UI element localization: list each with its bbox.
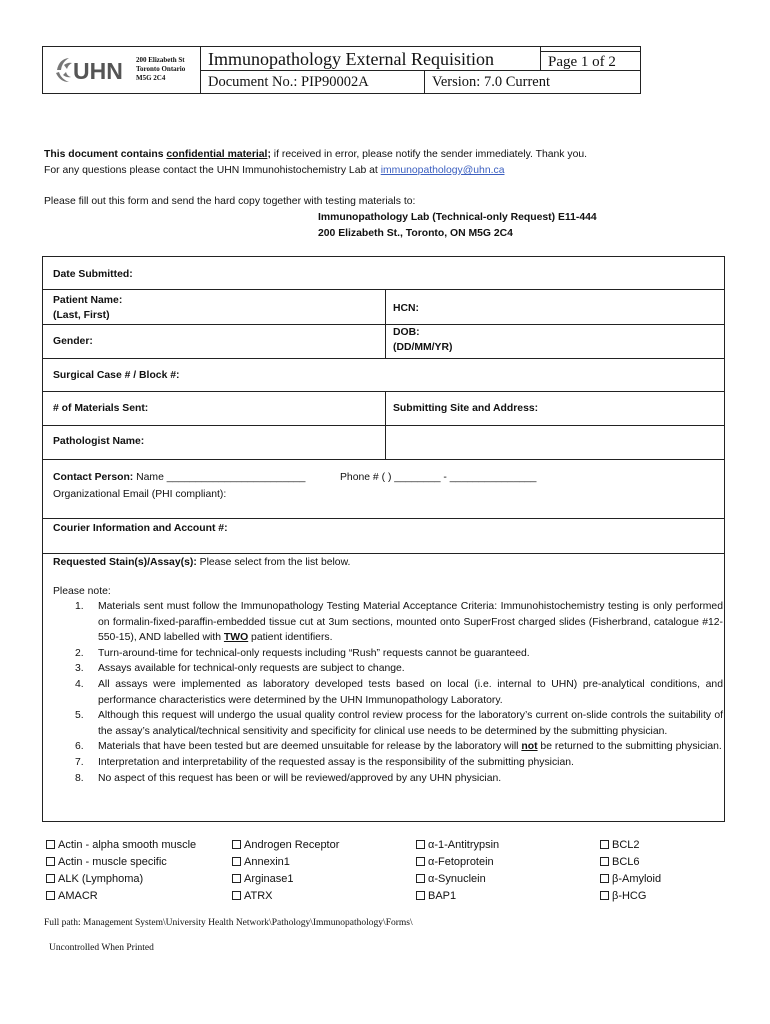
document-title: Immunopathology External Requisition xyxy=(201,47,541,71)
checkbox-icon[interactable] xyxy=(600,874,609,883)
document-header xyxy=(42,46,641,94)
document-number: Document No.: PIP90002A xyxy=(201,71,425,93)
checkbox-icon[interactable] xyxy=(416,874,425,883)
note-item: 2. Turn-around-time for technical-only requests including “Rush” requests cannot be guaranteed. xyxy=(75,647,530,659)
contact-email-link[interactable]: immunopathology@uhn.ca xyxy=(380,165,505,176)
checkbox-icon[interactable] xyxy=(600,857,609,866)
page-number: Page 1 of 2 xyxy=(541,51,640,71)
uhn-logo-block xyxy=(43,47,201,93)
note-item: 6. Materials that have been tested but are deemed unsuitable for release by the laboratory will not be returned to the submitting physician. xyxy=(75,741,722,753)
checkbox-icon[interactable] xyxy=(416,840,425,849)
lab-name: Immunopathology Lab (Technical-only Request) E11-444 xyxy=(318,212,597,223)
gender-field[interactable]: Gender: xyxy=(53,336,93,347)
checkbox-icon[interactable] xyxy=(600,891,609,900)
uhn-logo xyxy=(51,53,135,87)
assay-checkbox[interactable]: Actin - alpha smooth muscle xyxy=(46,837,196,854)
assay-checkbox[interactable]: Actin - muscle specific xyxy=(46,854,196,871)
assay-checkbox[interactable]: α-Fetoprotein xyxy=(416,854,499,871)
checkbox-icon[interactable] xyxy=(232,857,241,866)
assay-column-1 xyxy=(46,837,196,905)
dob-field[interactable]: DOB: (DD/MM/YR) xyxy=(393,327,453,353)
document-version: Version: 7.0 Current xyxy=(432,74,550,90)
checkbox-icon[interactable] xyxy=(46,874,55,883)
notes-list xyxy=(53,599,723,786)
confidential-notice: This document contains confidential material; if received in error, please notify the sender immediately. Thank you. xyxy=(44,149,588,160)
please-note-label: Please note: xyxy=(53,586,111,597)
checkbox-icon[interactable] xyxy=(416,857,425,866)
assay-checkbox[interactable]: β-Amyloid xyxy=(600,871,661,888)
contact-person-field[interactable]: Contact Person: Name ________________________ xyxy=(53,472,306,483)
checkbox-icon[interactable] xyxy=(232,891,241,900)
checkbox-icon[interactable] xyxy=(46,891,55,900)
assay-checkbox[interactable]: α-1-Antitrypsin xyxy=(416,837,499,854)
note-item: 4. All assays were implemented as laboratory developed tests based on local (i.e. internal to UHN) pre-analytical conditions, and performance characteristics were determined by the UHN Immunopathology Laboratory. xyxy=(75,678,723,706)
lab-address: 200 Elizabeth St., Toronto, ON M5G 2C4 xyxy=(318,228,513,239)
assay-checkbox[interactable]: α-Synuclein xyxy=(416,871,499,888)
assay-checkbox[interactable]: ALK (Lymphoma) xyxy=(46,871,196,888)
assay-checkbox[interactable]: β-HCG xyxy=(600,888,661,905)
note-item: 1. Materials sent must follow the Immunopathology Testing Material Acceptance Criteria: Immunohistochemistry testing is only performed on formalin-fixed-paraffin-embedded tissue cut at 3um sections, mounted onto SuperFrost charged slides (Fisherbrand, catalogue #12-550-15), AND labelled with TWO patient identifiers. xyxy=(75,601,723,644)
assay-column-4 xyxy=(600,837,661,905)
materials-sent-field[interactable]: # of Materials Sent: xyxy=(53,403,149,414)
assay-column-3 xyxy=(416,837,499,905)
checkbox-icon[interactable] xyxy=(232,874,241,883)
assay-checkbox[interactable]: BCL2 xyxy=(600,837,661,854)
checkbox-icon[interactable] xyxy=(46,857,55,866)
note-item: 7. Interpretation and interpretability of the requested assay is the responsibility of the submitting physician. xyxy=(75,756,574,768)
checkbox-icon[interactable] xyxy=(600,840,609,849)
checkbox-icon[interactable] xyxy=(416,891,425,900)
note-item: 8. No aspect of this request has been or will be reviewed/approved by any UHN physician. xyxy=(75,772,502,784)
courier-field[interactable]: Courier Information and Account #: xyxy=(53,523,228,534)
svg-text:UHN: UHN xyxy=(73,58,123,84)
patient-name-field[interactable]: Patient Name: (Last, First) xyxy=(53,295,123,321)
assay-checkbox[interactable]: AMACR xyxy=(46,888,196,905)
assay-checkbox[interactable]: Androgen Receptor xyxy=(232,837,339,854)
phone-field[interactable]: Phone # ( ) ________ - _______________ xyxy=(340,472,537,483)
assay-checkbox[interactable]: BAP1 xyxy=(416,888,499,905)
assay-checkbox[interactable]: ATRX xyxy=(232,888,339,905)
date-submitted-field[interactable]: Date Submitted: xyxy=(53,269,133,280)
assay-column-2 xyxy=(232,837,339,905)
checkbox-icon[interactable] xyxy=(232,840,241,849)
checkbox-icon[interactable] xyxy=(46,840,55,849)
org-email-field[interactable]: Organizational Email (PHI compliant): xyxy=(53,489,227,500)
contact-line: For any questions please contact the UHN Immunohistochemistry Lab at immunopathology@uhn.ca xyxy=(44,165,505,176)
instruction-text: Please fill out this form and send the hard copy together with testing materials to: xyxy=(44,196,416,207)
footer-path: Full path: Management System\University Health Network\Pathology\Immunopathology\Forms\ xyxy=(44,918,413,928)
footer-uncontrolled: Uncontrolled When Printed xyxy=(49,943,154,953)
note-item: 5. Although this request will undergo the usual quality control review process for the laboratory’s current on-slide controls the suitability of the assay’s analytical/technical sensitivity and specificity for clinical use needs to be determined by the submitting physician. xyxy=(75,710,723,737)
assay-checkbox[interactable]: Arginase1 xyxy=(232,871,339,888)
assay-checkbox[interactable]: BCL6 xyxy=(600,854,661,871)
requested-stains-heading: Requested Stain(s)/Assay(s): Please select from the list below. xyxy=(53,557,351,568)
hcn-field[interactable]: HCN: xyxy=(393,303,419,314)
note-item: 3. Assays available for technical-only requests are subject to change. xyxy=(75,663,405,675)
surgical-case-field[interactable]: Surgical Case # / Block #: xyxy=(53,370,180,381)
hospital-address: 200 Elizabeth St Toronto Ontario M5G 2C4 xyxy=(136,56,186,82)
submitting-site-field[interactable]: Submitting Site and Address: xyxy=(393,403,539,414)
requisition-form xyxy=(42,256,725,822)
assay-checkbox[interactable]: Annexin1 xyxy=(232,854,339,871)
pathologist-name-field[interactable]: Pathologist Name: xyxy=(53,436,145,447)
